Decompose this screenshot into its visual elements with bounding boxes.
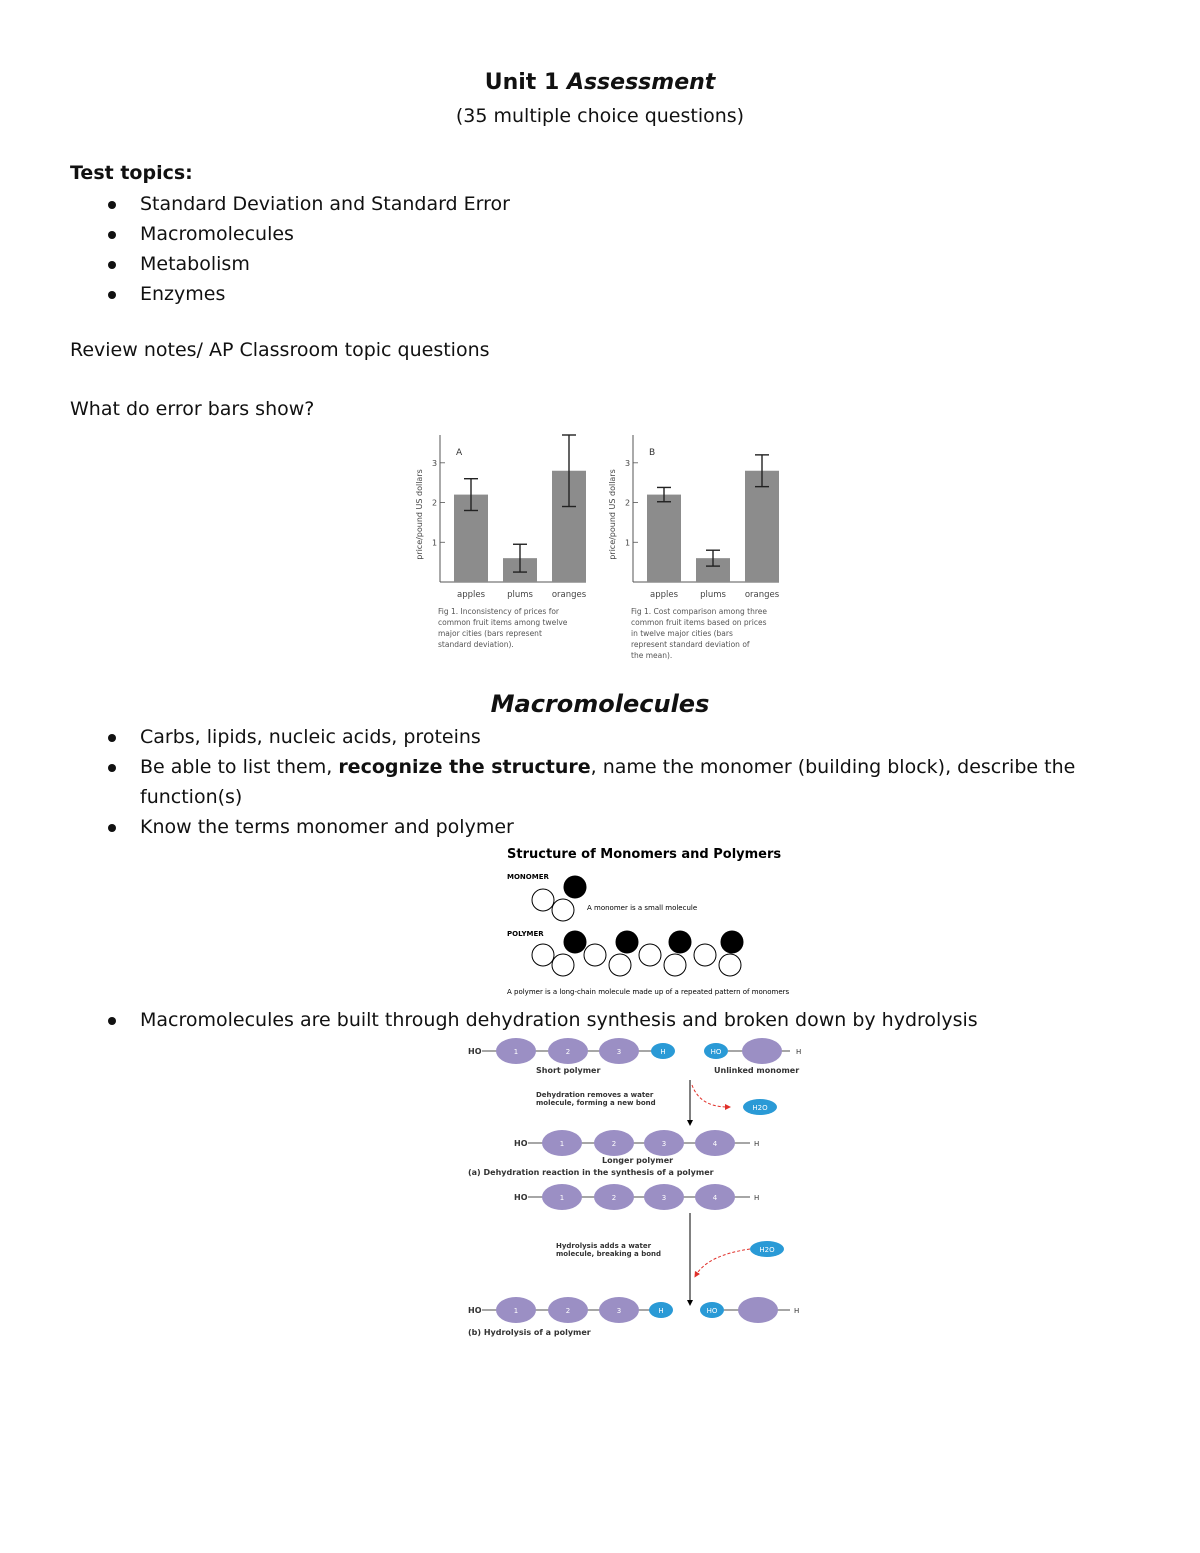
- short-polymer-row: [468, 1038, 675, 1075]
- monomer-number: 1: [513, 1307, 519, 1315]
- monomer-number: 4: [712, 1140, 718, 1148]
- ho-label: HO: [706, 1307, 718, 1315]
- monomer-circle: [532, 889, 554, 911]
- polymer-circle: [669, 931, 691, 953]
- figure-caption: major cities (bars represent: [438, 629, 542, 638]
- monomer-number: 1: [559, 1194, 565, 1202]
- monomer-number: 2: [565, 1048, 571, 1056]
- polymer-circle: [664, 954, 686, 976]
- h-label: H: [754, 1140, 760, 1148]
- polymer-label: POLYMER: [507, 930, 544, 938]
- y-tick-label: 3: [625, 458, 631, 468]
- bar: [647, 495, 681, 582]
- polymer-circle: [552, 954, 574, 976]
- figure-caption: in twelve major cities (bars: [631, 629, 733, 638]
- bullet-text: Be able to list them,: [140, 756, 339, 778]
- y-tick-label: 1: [432, 538, 438, 548]
- short-polymer-label: Short polymer: [536, 1066, 601, 1075]
- figure-title: Structure of Monomers and Polymers: [507, 847, 782, 862]
- monomer-number: 1: [513, 1048, 519, 1056]
- polymer-circle: [721, 931, 743, 953]
- bullet-bold-text: recognize the structure: [338, 756, 591, 778]
- polymer-circle: [719, 954, 741, 976]
- x-tick-label: apples: [649, 590, 679, 600]
- list-item: [106, 752, 1106, 812]
- dehydration-text: molecule, forming a new bond: [536, 1099, 656, 1107]
- x-tick-label: apples: [456, 590, 486, 600]
- monomer-number: 2: [611, 1140, 617, 1148]
- monomer-polymer-figure: [505, 842, 790, 997]
- title-assessment: Assessment: [566, 70, 716, 95]
- x-tick-label: plums: [507, 590, 533, 600]
- unlinked-monomer-label: Unlinked monomer: [714, 1066, 800, 1075]
- caption-a: (a) Dehydration reaction in the synthesis of a polymer: [468, 1168, 714, 1177]
- longer-polymer-row: [514, 1130, 759, 1165]
- monomer-circle: [552, 899, 574, 921]
- test-topics-label: Test topics:: [70, 162, 193, 184]
- macro-list: [106, 722, 1106, 842]
- figure-caption: Fig 1. Cost comparison among three: [631, 607, 767, 616]
- polymer-before-hydrolysis-row: [514, 1184, 759, 1210]
- monomer-number: 1: [559, 1140, 565, 1148]
- x-tick-label: oranges: [744, 590, 780, 600]
- h2o-label: H2O: [752, 1104, 768, 1112]
- monomer-label: MONOMER: [507, 873, 549, 881]
- y-tick-label: 2: [625, 498, 631, 508]
- y-tick-label: 3: [432, 458, 438, 468]
- monomer-ellipse: [742, 1038, 782, 1064]
- figure-caption: standard deviation).: [438, 640, 514, 649]
- monomer-number: 4: [712, 1194, 718, 1202]
- polymer-desc: A polymer is a long-chain molecule made up of a repeated pattern of monomers: [507, 988, 790, 996]
- polymer-circle: [616, 931, 638, 953]
- figure-caption: Fig 1. Inconsistency of prices for: [438, 607, 560, 616]
- chart-panel-a: [415, 435, 587, 649]
- list-item: Macromolecules: [106, 219, 510, 249]
- water-release-arrow: [692, 1085, 728, 1107]
- ho-label: HO: [514, 1193, 528, 1202]
- monomer-desc: A monomer is a small molecule: [587, 904, 698, 912]
- unlinked-monomer: [704, 1038, 801, 1075]
- monomer-number: 2: [611, 1194, 617, 1202]
- list-item: Know the terms monomer and polymer: [106, 812, 1106, 842]
- polymer-chain: [532, 931, 743, 976]
- figure-caption: represent standard deviation of: [631, 640, 750, 649]
- macro-list-2: [106, 1005, 1106, 1035]
- longer-polymer-label: Longer polymer: [602, 1156, 674, 1165]
- list-item: Metabolism: [106, 249, 510, 279]
- h-label: H: [754, 1194, 760, 1202]
- error-bar-figure: [408, 425, 800, 660]
- panel-label: A: [456, 448, 463, 458]
- question-line: What do error bars show?: [70, 398, 315, 420]
- topics-list: [106, 189, 510, 309]
- bar: [745, 471, 779, 582]
- title-unit: Unit 1: [484, 70, 560, 95]
- ho-label: HO: [468, 1047, 482, 1056]
- page-title: [0, 70, 1200, 95]
- h-label: H: [794, 1307, 800, 1315]
- caption-b: (b) Hydrolysis of a polymer: [468, 1328, 591, 1337]
- h-label: H: [796, 1048, 802, 1056]
- polymer-circle: [584, 944, 606, 966]
- monomer-number: 3: [616, 1048, 622, 1056]
- polymer-circle: [532, 944, 554, 966]
- y-axis-label: price/pound US dollars: [608, 469, 617, 560]
- monomer-circle: [564, 876, 586, 898]
- monomer-number: 3: [661, 1140, 667, 1148]
- polymer-circle: [609, 954, 631, 976]
- y-tick-label: 1: [625, 538, 631, 548]
- monomer-number: 3: [616, 1307, 622, 1315]
- panel-label: B: [649, 448, 656, 458]
- macromolecules-heading: Macromolecules: [490, 690, 710, 718]
- list-item: Standard Deviation and Standard Error: [106, 189, 510, 219]
- ho-label: HO: [468, 1306, 482, 1315]
- figure-caption: the mean).: [631, 651, 673, 660]
- dehydration-hydrolysis-figure: [460, 1035, 810, 1340]
- page-subtitle: (35 multiple choice questions): [455, 105, 745, 127]
- dehydration-text: Dehydration removes a water: [536, 1091, 654, 1099]
- list-item: Macromolecules are built through dehydration synthesis and broken down by hydrolysis: [106, 1005, 1106, 1035]
- figure-caption: common fruit items among twelve: [438, 618, 568, 627]
- figure-caption: common fruit items based on prices: [631, 618, 767, 627]
- ho-label: HO: [710, 1048, 722, 1056]
- list-item: Enzymes: [106, 279, 510, 309]
- x-tick-label: plums: [700, 590, 726, 600]
- polymer-circle: [639, 944, 661, 966]
- monomer-number: 3: [661, 1194, 667, 1202]
- list-item: Carbs, lipids, nucleic acids, proteins: [106, 722, 1106, 752]
- h2o-label: H2O: [759, 1246, 775, 1254]
- x-tick-label: oranges: [551, 590, 587, 600]
- hydrolysis-text: Hydrolysis adds a water: [556, 1242, 652, 1250]
- hydrolyzed-row: [468, 1297, 799, 1323]
- ho-label: HO: [514, 1139, 528, 1148]
- y-axis-label: price/pound US dollars: [415, 469, 424, 560]
- polymer-circle: [564, 931, 586, 953]
- h-label: H: [660, 1048, 666, 1056]
- polymer-circle: [694, 944, 716, 966]
- chart-panel-b: [608, 435, 780, 660]
- y-tick-label: 2: [432, 498, 438, 508]
- h-label: H: [658, 1307, 664, 1315]
- water-add-arrow: [696, 1249, 750, 1275]
- hydrolysis-text: molecule, breaking a bond: [556, 1250, 662, 1258]
- review-line: Review notes/ AP Classroom topic questions: [70, 339, 490, 361]
- monomer-ellipse: [738, 1297, 778, 1323]
- monomer-number: 2: [565, 1307, 571, 1315]
- bullet-text: , name the monomer (building block), describe the function(s): [140, 756, 1076, 808]
